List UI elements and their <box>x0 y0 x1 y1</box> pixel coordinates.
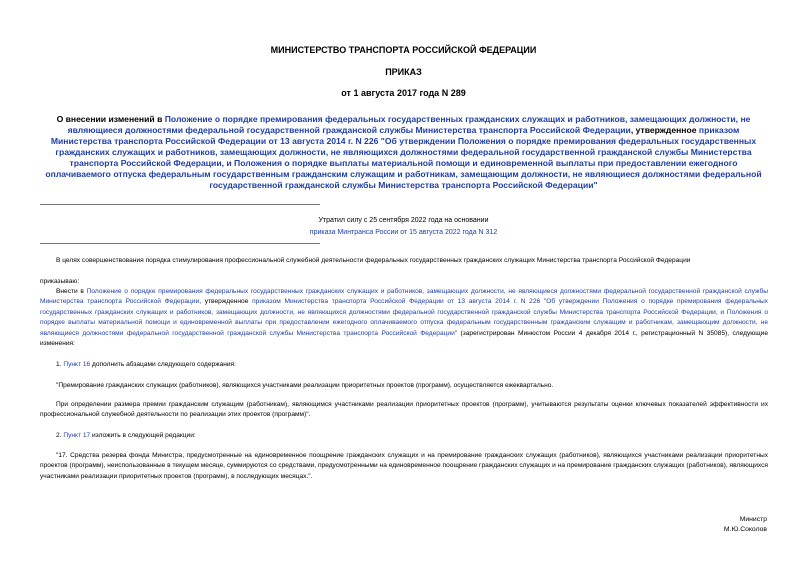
main-link-regulation[interactable]: Положение о порядке премирования федеральных государственных гражданских служащих и работников, замещающих должности, не являющиеся должностями федеральной государственной гражданской службы Министерства транспорта Российской Федерации <box>40 288 769 306</box>
main-paragraph <box>40 287 768 349</box>
main-suffix: (зарегистрирован Минюстом России 4 декабря 2014 г., регистрационный N 35085), следующие изменения: <box>40 329 768 348</box>
item-2 <box>40 431 768 441</box>
lost-force-link[interactable]: приказа Минтранса России от 15 августа 2022 года N 312 <box>309 229 498 236</box>
document-title <box>40 114 767 191</box>
divider-bottom <box>40 243 320 244</box>
divider-top <box>40 204 320 205</box>
order-date-number: от 1 августа 2017 года N 289 <box>341 88 466 98</box>
lost-force-note: Утратил силу с 25 сентября 2022 года на основании <box>318 217 489 224</box>
item1-link[interactable]: Пункт 16 <box>63 361 91 368</box>
ministry-heading: МИНИСТЕРСТВО ТРАНСПОРТА РОССИЙСКОЙ ФЕДЕРАЦИИ <box>270 45 537 55</box>
order-word: приказываю: <box>40 278 80 285</box>
title-link-order[interactable]: приказом Министерства транспорта Российской Федерации от 13 августа 2014 г. N 226 "Об утверждении Положения о порядке премирования федеральных государственных гражданских служащих и работников, замещающих должности, не являющихся должностями федеральной государственной гражданской службы Министерства транспорта Российской Федерации, и Положения о порядке выплаты материальной помощи и единовременной выплаты при предоставлении ежегодного оплачиваемого отпуска федеральным государственным гражданским служащим и работникам, замещающим должности, не являющиеся должностями федеральной государственной гражданской службы Министерства транспорта Российской Федерации" <box>45 125 762 190</box>
signatory-position: Министр <box>739 516 767 523</box>
main-link-order[interactable]: приказом Министерства транспорта Российской Федерации от 13 августа 2014 г. N 226 "Об утверждении Положения о порядке премирования федеральных государственных гражданских служащих и работников, замещающих должности, не являющихся должностями федеральной государственной гражданской службы Министерства транспорта Российской Федерации, и Положения о порядке выплаты материальной помощи и единовременной выплаты при предоставлении ежегодного оплачиваемого отпуска федеральным государственным гражданским служащим и работникам, замещающим должности, не являющиеся должностями федеральной государственной гражданской службы Министерства транспорта Российской Федерации" <box>40 298 768 337</box>
item2-link[interactable]: Пункт 17 <box>63 432 91 439</box>
main-middle: , утвержденное <box>199 298 253 306</box>
item2-prefix: 2. <box>56 432 64 439</box>
signatory-name: М.Ю.Соколов <box>723 526 767 533</box>
quote-2: При определении размера премии гражданским служащим (работникам), являющимся участниками реализации приоритетных проектов (программ), учитываются результаты оценки ключевых показателей эффективности их профессиональной служебной деятельности по реализации этих проектов (программ)". <box>40 401 768 419</box>
title-link-regulation[interactable]: Положение о порядке премирования федеральных государственных гражданских служащих и работников, замещающих должности, не являющиеся должностями федеральной государственной гражданской службы Министерства транспорта Российской Федерации <box>67 114 751 135</box>
quote-3: "17. Средства резерва фонда Министра, предусмотренные на единовременное поощрение гражданских служащих и на премирование гражданских служащих (работников), являющихся участниками реализации приоритетных проектов (программ), неиспользованные в текущем месяце, суммируются со средствами, предусмотренными на единовременное поощрение гражданских служащих и на премирование гражданских служащих (работников), являющихся участниками реализации приоритетных проектов (программ), в последующих месяцах.". <box>40 452 768 480</box>
item1-prefix: 1. <box>56 361 64 368</box>
intro-paragraph: В целях совершенствования порядка стимулирования профессиональной служебной деятельности федеральных государственных гражданских служащих Министерства транспорта Российской Федерации <box>56 257 691 264</box>
order-heading: ПРИКАЗ <box>385 67 422 77</box>
quote-1: "Премирование гражданских служащих (работников), являющихся участниками реализации приоритетных проектов (программ), осуществляется ежеквартально. <box>56 382 554 389</box>
title-middle: , утвержденное <box>630 125 699 135</box>
item2-suffix: изложить в следующей редакции: <box>90 432 196 439</box>
title-prefix: О внесении изменений в <box>56 114 165 124</box>
item-1 <box>40 360 768 370</box>
item1-suffix: дополнить абзацами следующего содержания: <box>90 361 236 368</box>
main-prefix: Внести в <box>56 288 87 295</box>
